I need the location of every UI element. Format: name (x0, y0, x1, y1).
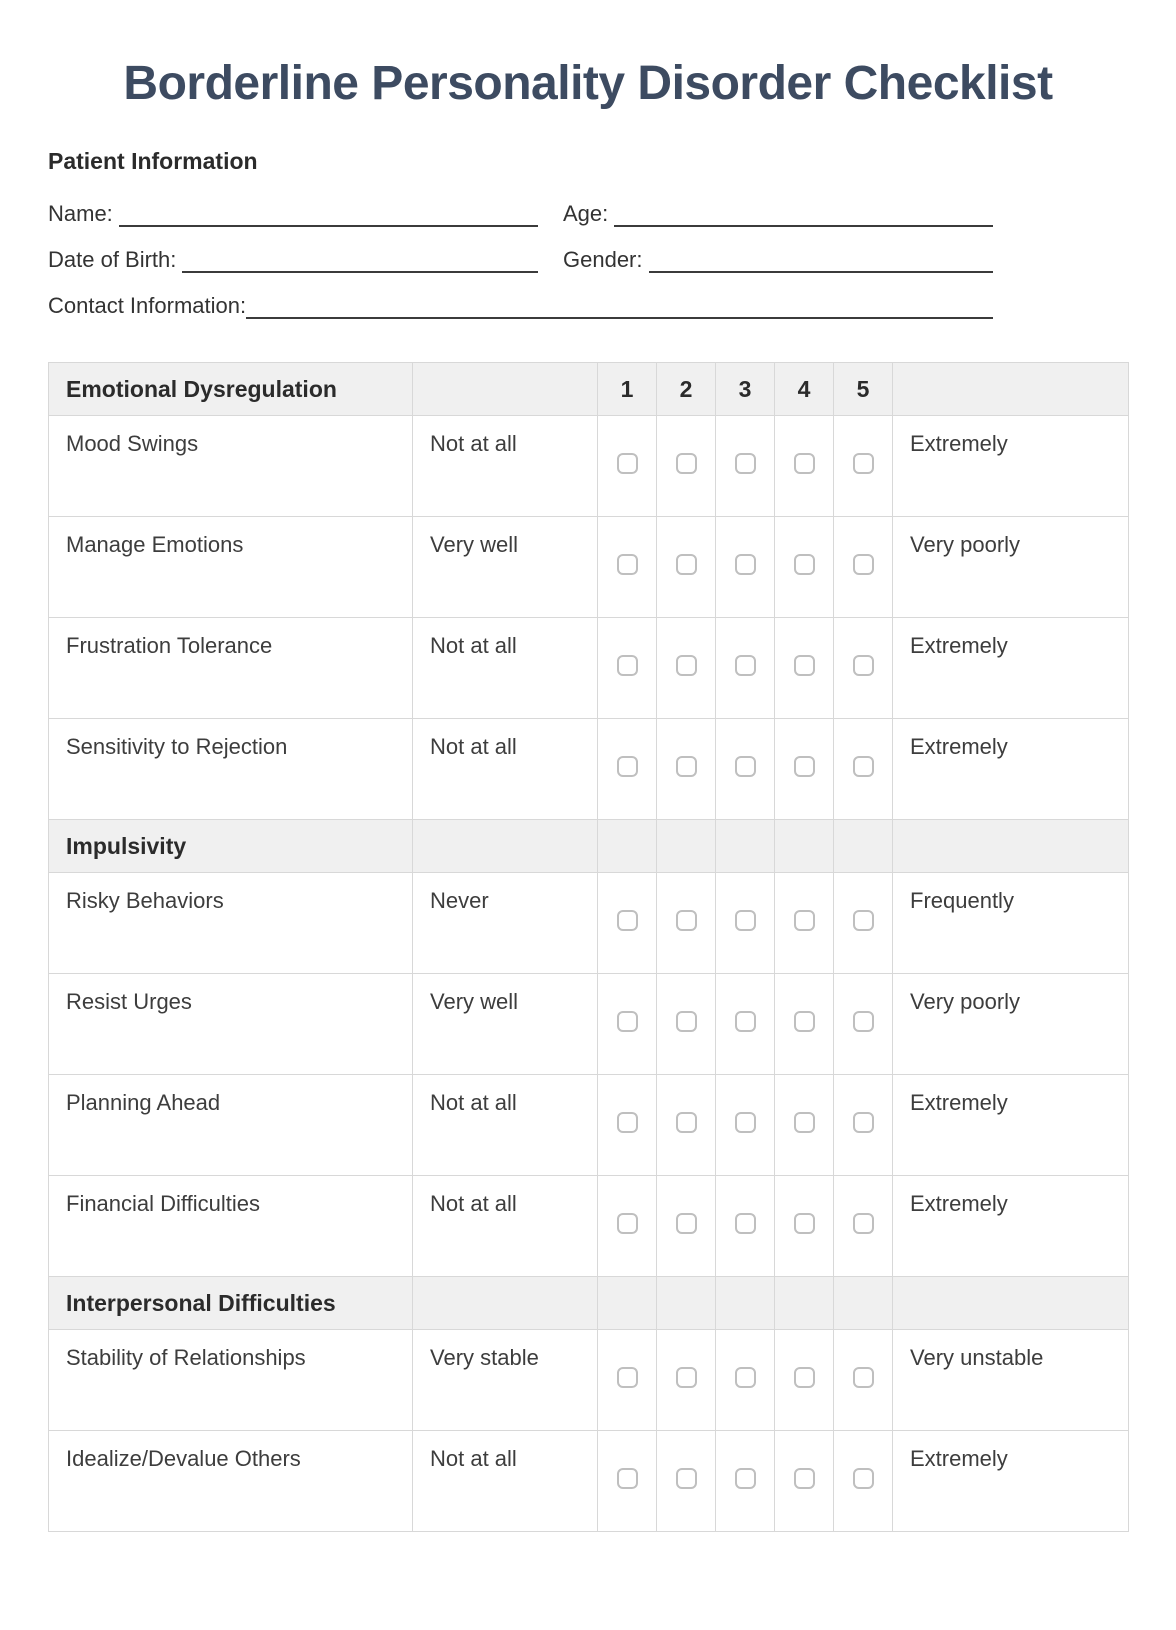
rating-checkbox[interactable] (617, 453, 638, 474)
high-anchor-label: Extremely (893, 719, 1129, 820)
rating-checkbox[interactable] (735, 554, 756, 575)
section-heading: Interpersonal Difficulties (49, 1277, 413, 1330)
section-spacer-cell (893, 1277, 1129, 1330)
rating-cell (834, 873, 893, 974)
rating-cell (775, 618, 834, 719)
section-heading: Emotional Dysregulation (49, 363, 413, 416)
rating-checkbox[interactable] (617, 1468, 638, 1489)
section-spacer-cell (413, 820, 598, 873)
scale-number: 2 (657, 363, 716, 416)
checklist-item-row (49, 1176, 1129, 1277)
rating-checkbox[interactable] (676, 910, 697, 931)
scale-number: 4 (775, 363, 834, 416)
low-anchor-label: Not at all (413, 416, 598, 517)
rating-cell (834, 974, 893, 1075)
rating-checkbox[interactable] (676, 1367, 697, 1388)
rating-cell (716, 1330, 775, 1431)
section-spacer-cell (834, 820, 893, 873)
high-anchor-label: Extremely (893, 1431, 1129, 1532)
rating-checkbox[interactable] (853, 1112, 874, 1133)
rating-cell (716, 416, 775, 517)
patient-info-heading: Patient Information (48, 148, 258, 175)
rating-cell (657, 1075, 716, 1176)
patient-info-row (48, 197, 1128, 227)
rating-cell (598, 974, 657, 1075)
low-anchor-label: Very well (413, 974, 598, 1075)
patient-info-row (48, 243, 1128, 273)
section-spacer-cell (413, 363, 598, 416)
rating-checkbox[interactable] (735, 453, 756, 474)
section-spacer-cell (598, 1277, 657, 1330)
checklist-item-row (49, 1075, 1129, 1176)
section-spacer-cell (893, 363, 1129, 416)
rating-cell (775, 416, 834, 517)
date-of-birth-field (48, 243, 538, 273)
rating-checkbox[interactable] (794, 1213, 815, 1234)
rating-cell (598, 1431, 657, 1532)
rating-cell (716, 517, 775, 618)
rating-checkbox[interactable] (735, 910, 756, 931)
rating-cell (834, 517, 893, 618)
rating-cell (775, 719, 834, 820)
gender-input-line[interactable] (649, 271, 994, 273)
rating-cell (657, 1176, 716, 1277)
rating-cell (657, 974, 716, 1075)
rating-checkbox[interactable] (676, 756, 697, 777)
low-anchor-label: Never (413, 873, 598, 974)
page-title: Borderline Personality Disorder Checklist (123, 57, 1053, 110)
item-label: Financial Difficulties (49, 1176, 413, 1277)
item-label: Resist Urges (49, 974, 413, 1075)
rating-checkbox[interactable] (853, 453, 874, 474)
rating-checkbox[interactable] (794, 1468, 815, 1489)
high-anchor-label: Extremely (893, 416, 1129, 517)
rating-checkbox[interactable] (794, 910, 815, 931)
rating-checkbox[interactable] (617, 554, 638, 575)
section-spacer-cell (716, 820, 775, 873)
rating-cell (716, 719, 775, 820)
gender-field (563, 243, 993, 273)
rating-checkbox[interactable] (794, 453, 815, 474)
rating-cell (716, 1176, 775, 1277)
rating-checkbox[interactable] (794, 756, 815, 777)
low-anchor-label: Not at all (413, 719, 598, 820)
low-anchor-label: Not at all (413, 1431, 598, 1532)
patient-info-section (48, 148, 1128, 319)
rating-checkbox[interactable] (617, 1112, 638, 1133)
rating-cell (657, 517, 716, 618)
rating-cell (657, 618, 716, 719)
age-input-line[interactable] (614, 225, 993, 227)
rating-cell (598, 1176, 657, 1277)
item-label: Frustration Tolerance (49, 618, 413, 719)
rating-cell (598, 873, 657, 974)
item-label: Stability of Relationships (49, 1330, 413, 1431)
section-spacer-cell (716, 1277, 775, 1330)
rating-checkbox[interactable] (794, 655, 815, 676)
rating-cell (716, 618, 775, 719)
rating-checkbox[interactable] (853, 910, 874, 931)
section-spacer-cell (657, 820, 716, 873)
item-label: Manage Emotions (49, 517, 413, 618)
item-label: Sensitivity to Rejection (49, 719, 413, 820)
rating-cell (598, 719, 657, 820)
high-anchor-label: Extremely (893, 1075, 1129, 1176)
rating-cell (716, 974, 775, 1075)
low-anchor-label: Not at all (413, 1075, 598, 1176)
rating-cell (598, 618, 657, 719)
rating-cell (775, 1075, 834, 1176)
rating-cell (834, 416, 893, 517)
low-anchor-label: Not at all (413, 618, 598, 719)
rating-checkbox[interactable] (735, 756, 756, 777)
checklist-item-row (49, 517, 1129, 618)
rating-checkbox[interactable] (735, 1011, 756, 1032)
rating-cell (834, 1176, 893, 1277)
age-field (563, 197, 993, 227)
gender-label: Gender: (563, 246, 643, 272)
rating-cell (716, 1075, 775, 1176)
checklist-item-row (49, 873, 1129, 974)
rating-checkbox[interactable] (853, 1011, 874, 1032)
rating-checkbox[interactable] (853, 1213, 874, 1234)
rating-cell (657, 1431, 716, 1532)
rating-checkbox[interactable] (794, 1112, 815, 1133)
checklist-item-row (49, 719, 1129, 820)
rating-checkbox[interactable] (617, 1367, 638, 1388)
rating-cell (834, 1330, 893, 1431)
rating-cell (598, 416, 657, 517)
rating-cell (598, 1330, 657, 1431)
rating-checkbox[interactable] (676, 1213, 697, 1234)
section-header-row (49, 1277, 1129, 1330)
checklist-item-row (49, 416, 1129, 517)
section-spacer-cell (834, 1277, 893, 1330)
rating-cell (834, 1075, 893, 1176)
rating-checkbox[interactable] (676, 1112, 697, 1133)
checklist-table (48, 362, 1129, 1532)
rating-checkbox[interactable] (617, 910, 638, 931)
checklist-item-row (49, 618, 1129, 719)
item-label: Planning Ahead (49, 1075, 413, 1176)
rating-cell (775, 1330, 834, 1431)
high-anchor-label: Extremely (893, 1176, 1129, 1277)
high-anchor-label: Frequently (893, 873, 1129, 974)
rating-cell (775, 1431, 834, 1532)
rating-checkbox[interactable] (794, 1367, 815, 1388)
contact-information-field (48, 289, 993, 319)
rating-checkbox[interactable] (735, 655, 756, 676)
high-anchor-label: Very poorly (893, 517, 1129, 618)
rating-checkbox[interactable] (676, 453, 697, 474)
section-spacer-cell (893, 820, 1129, 873)
rating-checkbox[interactable] (735, 1367, 756, 1388)
rating-cell (716, 1431, 775, 1532)
rating-cell (775, 1176, 834, 1277)
rating-checkbox[interactable] (735, 1468, 756, 1489)
rating-cell (657, 1330, 716, 1431)
rating-checkbox[interactable] (617, 655, 638, 676)
rating-checkbox[interactable] (735, 1213, 756, 1234)
rating-cell (834, 618, 893, 719)
rating-cell (775, 873, 834, 974)
rating-checkbox[interactable] (853, 1367, 874, 1388)
rating-cell (775, 974, 834, 1075)
section-header-row (49, 363, 1129, 416)
rating-checkbox[interactable] (853, 756, 874, 777)
scale-number: 3 (716, 363, 775, 416)
section-spacer-cell (775, 1277, 834, 1330)
rating-checkbox[interactable] (676, 655, 697, 676)
name-field (48, 197, 538, 227)
checklist-item-row (49, 974, 1129, 1075)
date-of-birth-input-line[interactable] (182, 271, 538, 273)
rating-cell (657, 719, 716, 820)
section-spacer-cell (598, 820, 657, 873)
low-anchor-label: Very well (413, 517, 598, 618)
rating-checkbox[interactable] (853, 554, 874, 575)
rating-checkbox[interactable] (676, 1011, 697, 1032)
section-spacer-cell (413, 1277, 598, 1330)
rating-checkbox[interactable] (617, 1213, 638, 1234)
high-anchor-label: Extremely (893, 618, 1129, 719)
rating-cell (598, 1075, 657, 1176)
item-label: Risky Behaviors (49, 873, 413, 974)
rating-cell (834, 1431, 893, 1532)
rating-checkbox[interactable] (676, 554, 697, 575)
section-heading: Impulsivity (49, 820, 413, 873)
contact-information-label: Contact Information: (48, 292, 247, 318)
date-of-birth-label: Date of Birth: (48, 246, 177, 272)
low-anchor-label: Very stable (413, 1330, 598, 1431)
rating-cell (657, 873, 716, 974)
rating-cell (716, 873, 775, 974)
rating-cell (598, 517, 657, 618)
rating-checkbox[interactable] (676, 1468, 697, 1489)
rating-cell (657, 416, 716, 517)
name-input-line[interactable] (119, 225, 538, 227)
high-anchor-label: Very poorly (893, 974, 1129, 1075)
section-spacer-cell (775, 820, 834, 873)
scale-number: 5 (834, 363, 893, 416)
section-spacer-cell (657, 1277, 716, 1330)
rating-checkbox[interactable] (617, 756, 638, 777)
item-label: Idealize/Devalue Others (49, 1431, 413, 1532)
rating-cell (834, 719, 893, 820)
high-anchor-label: Very unstable (893, 1330, 1129, 1431)
checklist-item-row (49, 1431, 1129, 1532)
rating-checkbox[interactable] (617, 1011, 638, 1032)
rating-checkbox[interactable] (853, 655, 874, 676)
scale-number: 1 (598, 363, 657, 416)
checklist-item-row (49, 1330, 1129, 1431)
patient-info-row (48, 289, 1128, 319)
rating-checkbox[interactable] (794, 1011, 815, 1032)
low-anchor-label: Not at all (413, 1176, 598, 1277)
name-label: Name: (48, 200, 113, 226)
contact-information-input-line[interactable] (246, 317, 993, 319)
rating-checkbox[interactable] (735, 1112, 756, 1133)
item-label: Mood Swings (49, 416, 413, 517)
rating-checkbox[interactable] (853, 1468, 874, 1489)
section-header-row (49, 820, 1129, 873)
age-label: Age: (563, 200, 609, 226)
rating-checkbox[interactable] (794, 554, 815, 575)
rating-cell (775, 517, 834, 618)
